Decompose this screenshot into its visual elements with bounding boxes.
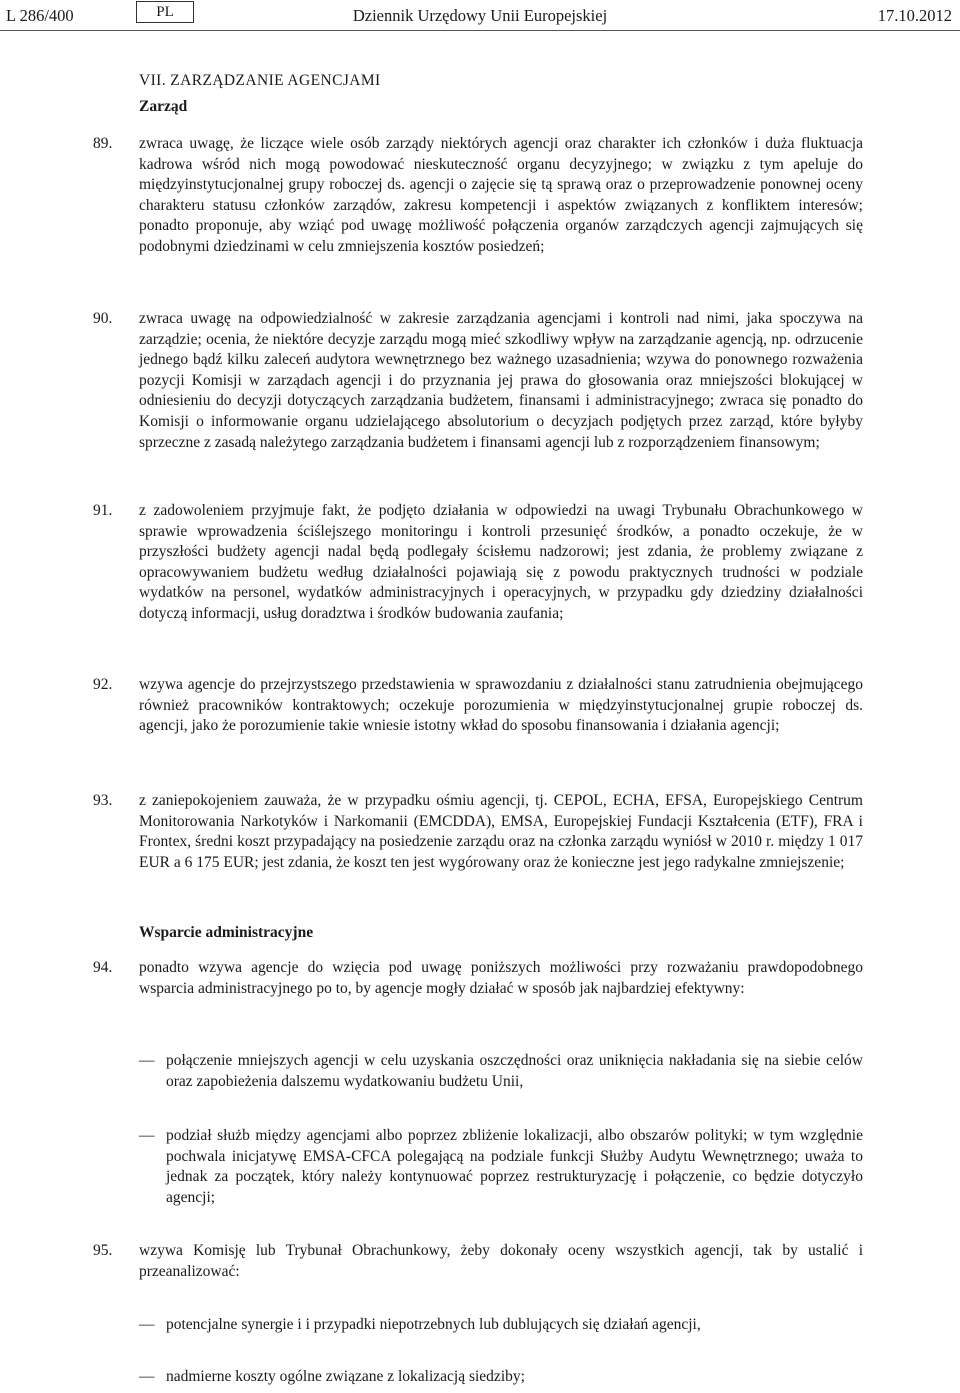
paragraph-number: 93. (93, 792, 113, 809)
paragraph-number: 95. (93, 1242, 113, 1259)
subheading-admin-support: Wsparcie administracyjne (139, 924, 314, 941)
paragraph-93 (93, 791, 863, 873)
list-item (139, 1315, 863, 1336)
paragraph-89 (93, 134, 863, 258)
list-item (139, 1126, 863, 1208)
publication-date: 17.10.2012 (877, 6, 952, 25)
paragraph-text: wzywa Komisję lub Trybunał Obrachunkowy, żeby dokonały oceny wszystkich agencji, tak by ustalić i przeanalizować: (139, 1242, 863, 1280)
language-badge: PL (136, 1, 194, 23)
paragraph-number: 94. (93, 959, 113, 976)
subheading-board: Zarząd (139, 98, 188, 115)
paragraph-91 (93, 501, 863, 625)
list-item (139, 1051, 863, 1092)
list-item-text: podział służb między agencjami albo poprzez zbliżenie lokalizacji, albo obszarów polityki; w tym względnie pochwala inicjatywę EMSA-CFCA polegającą na podziale funkcji Służby Audytu Wewnętrznego; uważa to jednak za początek, który należy kontynuować poprzez restrukturyzację i połączenie, co będzie dotyczyło agencji; (166, 1127, 863, 1206)
paragraph-94 (93, 958, 863, 999)
paragraph-text: zwraca uwagę, że liczące wiele osób zarządy niektórych agencji oraz charakter ich członków i duża fluktuacja kadrowa wśród nich mogą powodować nieskuteczność organu decyzyjnego; w związku z tym apeluje do międzyinstytucjonalnej grupy roboczej ds. agencji o zajęcie się tą sprawą oraz o przeprowadzenie ponownej oceny charakteru statusu członków zarządów, zakresu kompetencji i aspektów związanych z konfliktem interesów; ponadto proponuje, aby wziąć pod uwagę możliwość połączenia organów zarządczych agencji zajmujących się podobnymi dziedzinami w celu zmniejszenia kosztów posiedzeń; (139, 135, 863, 255)
paragraph-95 (93, 1241, 863, 1282)
paragraph-text: ponadto wzywa agencje do wzięcia pod uwagę poniższych możliwości przy rozważaniu prawdopodobnego wsparcia administracyjnego po to, by agencje mogły działać w sposób jak najbardziej efektywny: (139, 959, 863, 997)
list-item-text: połączenie mniejszych agencji w celu uzyskania oszczędności oraz uniknięcia nakładania się na siebie celów oraz zapobieżenia dalszemu wydatkowaniu budżetu Unii, (166, 1052, 863, 1090)
journal-title: Dziennik Urzędowy Unii Europejskiej (352, 6, 608, 25)
dash-marker: — (139, 1127, 155, 1144)
paragraph-text: wzywa agencje do przejrzystszego przedstawienia w sprawozdaniu z działalności stanu zatrudnienia obejmującego również pracowników kontraktowych; oczekuje porozumienia w międzyinstytucjonalnej grupie roboczej ds. agencji, jako że porozumienie takie wniesie istotny wkład do sposobu finansowania i działania agencji; (139, 676, 863, 735)
page-header (0, 0, 960, 30)
paragraph-number: 91. (93, 502, 113, 519)
dash-marker: — (139, 1052, 155, 1069)
header-divider (0, 30, 960, 31)
dash-marker: — (139, 1316, 155, 1333)
list-item (139, 1367, 863, 1388)
list-item-text: nadmierne koszty ogólne związane z lokalizacją siedziby; (166, 1368, 525, 1385)
paragraph-number: 90. (93, 310, 113, 327)
paragraph-90 (93, 309, 863, 453)
dash-marker: — (139, 1368, 155, 1385)
paragraph-number: 92. (93, 676, 113, 693)
page-reference: L 286/400 (6, 6, 74, 25)
paragraph-text: zwraca uwagę na odpowiedzialność w zakresie zarządzania agencjami i kontroli nad nimi, jaka spoczywa na zarządzie; ocenia, że niektóre decyzje zarządu mogą mieć szkodliwy wpływ na zarządzanie agencją, np. odrzucenie jednego bądź kilku zaleceń audytora wewnętrznego bez ważnego uzasadnienia; wzywa do ponownego rozważenia pozycji Komisji w zarządach agencji i do przyznania jej prawa do głosowania oraz mniejszości blokującej w odniesieniu do decyzji dotyczących zarządzania budżetem, finansami i administracyjnego; zwraca się ponadto do Komisji o informowanie organu udzielającego absolutorium o decyzjach podjętych przez zarząd, które byłyby sprzeczne z zasadą należytego zarządzania budżetem i finansami agencji lub z rozporządzeniem finansowym; (139, 310, 863, 451)
paragraph-92 (93, 675, 863, 737)
paragraph-text: z zadowoleniem przyjmuje fakt, że podjęto działania w odpowiedzi na uwagi Trybunału Obrachunkowego w sprawie wprowadzenia ściślejszego monitoringu i kontroli przesunięć środków, a ponadto oczekuje, że w przyszłości budżety agencji nadal będą podlegały ścisłemu nadzorowi; jest zdania, że problemy związane z opracowywaniem budżetu według działalności pojawiają się z powodu praktycznych trudności w podziale wydatków na personel, wydatków administracyjnych i operacyjnych, w przypadku gdy dziedziny działalności dotyczą informacji, usług doradztwa i środków budowania zaufania; (139, 502, 863, 622)
section-title: VII. ZARZĄDZANIE AGENCJAMI (139, 72, 381, 89)
paragraph-number: 89. (93, 135, 113, 152)
paragraph-text: z zaniepokojeniem zauważa, że w przypadku ośmiu agencji, tj. CEPOL, ECHA, EFSA, Europejskiego Centrum Monitorowania Narkotyków i Narkomanii (EMCDDA), EMSA, Europejskiej Fundacji Kształcenia (ETF), FRA i Frontex, średni koszt przypadający na posiedzenie zarządu oraz na członka zarządu wyniósł w 2010 r. między 1 017 EUR a 6 175 EUR; jest zdania, że koszt ten jest wygórowany oraz że konieczne jest jego radykalne zmniejszenie; (139, 792, 863, 871)
list-item-text: potencjalne synergie i i przypadki niepotrzebnych lub dublujących się działań agencji, (166, 1316, 701, 1333)
